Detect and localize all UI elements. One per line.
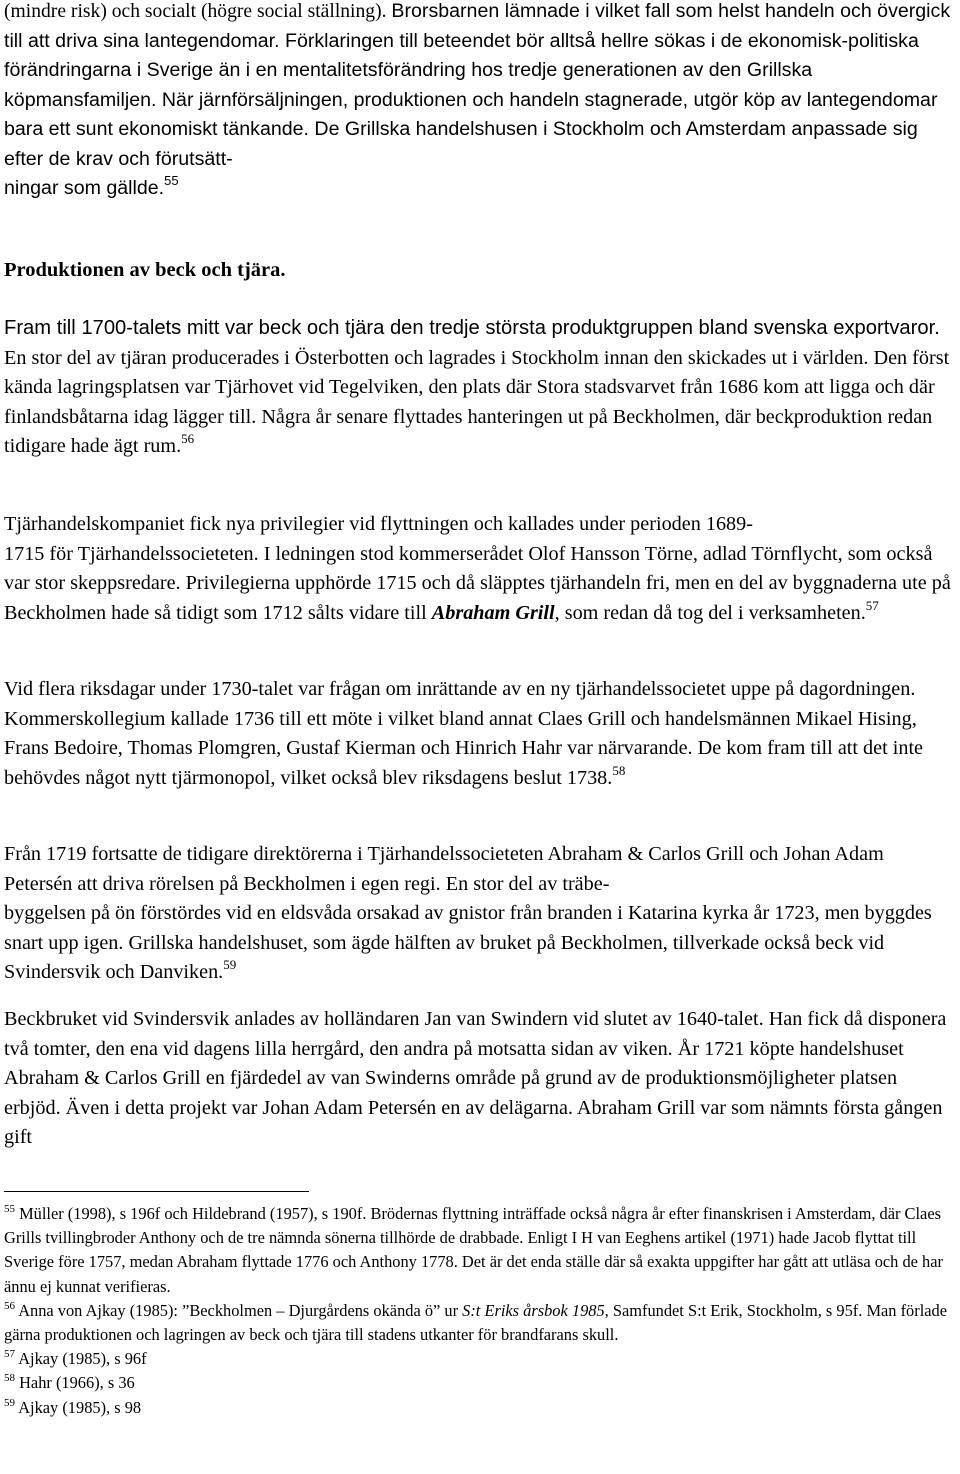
paragraph-tar-export [4, 314, 956, 462]
footnotes [4, 1202, 956, 1420]
footnote-57 [4, 1347, 956, 1371]
p2-sentence-3: Den först kända lagringsplatsen var Tjärhovet vid Tegelviken, den plats där Stora stadsvarvet från 1686 kom att ligga och där finlandsbåtarna idag lägger till. [4, 346, 950, 428]
paragraph-tar-company [4, 510, 956, 628]
p2-sentence-4: Några år senare flyttades hanteringen ut på Beckholmen, där beckproduktion redan tidigare hade ägt rum. [4, 405, 933, 457]
p6-sentence-3: Även i detta projekt var Johan Adam Petersén en av delägarna. [65, 1096, 577, 1119]
footnote-number-55: 55 [4, 1203, 15, 1215]
p6-sentence-2: År 1721 köpte handelshuset Abraham & Carlos Grill en fjärdedel av van Swinderns område på grund av de produktionsmöjligheter platsen erbjöd. [4, 1037, 904, 1119]
footnote-number-57: 57 [4, 1348, 15, 1361]
footnote-56 [4, 1299, 956, 1347]
p3-sentence-1: Tjärhandelskompaniet fick nya privilegier vid flyttningen och kallades under perioden 1689- 1715 för Tjärhandelssocieteten. [4, 513, 753, 565]
footnote-ref-56: 56 [181, 431, 195, 446]
footnote-59-text: Ajkay (1985), s 98 [15, 1397, 142, 1417]
footnote-57-text: Ajkay (1985), s 96f [15, 1349, 147, 1369]
footnote-55-citation: Müller (1998), s 196f och Hildebrand (1957), s 190f. [15, 1204, 371, 1223]
p5-sentence-1: Från 1719 fortsatte de tidigare direktörerna i Tjärhandelssocieteten Abraham & Carlos Grill och Johan Adam Petersén att driva rörelsen på Beckholmen i egen regi. [4, 843, 884, 895]
footnote-divider [4, 1191, 309, 1192]
footnote-55 [4, 1202, 956, 1299]
p4-sentence-2: Kommerskollegium kallade 1736 till ett möte i vilket bland annat Claes Grill och handelsmännen Mikael Hising, Frans Bedoire, Thomas Plomgren, Gustaf Kierman och Hinrich Hahr var närvarande. [4, 707, 917, 759]
section-heading: Produktionen av beck och tjära. [4, 259, 286, 281]
p4-sentence-3: De kom fram till att det inte behövdes något nytt tjärmonopol, vilket också blev riksdagens beslut 1738. [4, 737, 924, 789]
p5-sentence-3: Grillska handelshuset, som ägde hälften av bruket på Beckholmen, tillverkade också beck vid Svindersvik och Danviken. [4, 931, 885, 983]
p4-sentence-1: Vid flera riksdagar under 1730-talet var frågan om inrättande av en ny tjärhandelssocietet uppe på dagordningen. [4, 678, 916, 700]
p3-sentence-4: , som redan då tog del i verksamheten. [554, 601, 866, 624]
footnote-56-title: S:t Eriks årsbok 1985 [462, 1300, 605, 1320]
intro-serif-text: (mindre risk) och socialt (högre social ställning). [4, 1, 392, 22]
p2-sentence-2: En stor del av tjäran producerades i Österbotten och lagrades i Stockholm innan den skickades ut i världen. [4, 346, 874, 369]
intro-sans-text: Brorsbarnen lämnade i vilket fall som helst handeln och övergick till att driva sina lantegendomar. Förklaringen till beteendet bör alltså hellre sökas i de ekonomisk-politiska förändringarna i Sverige än i en mentalitetsförändring hos tredje generationen av den Grillska köpmansfamiljen. När järnförsäljningen, produktionen och handeln stagnerade, utgör köp av lantegendomar bara ett sunt ekonomiskt tänkande. De Grillska handelshusen i Stockholm och Amsterdam anpassade sig efter de krav och förutsätt- ningar som gällde. [4, 0, 951, 199]
p5-sentence-2: En stor del av träbe- byggelsen på ön förstördes vid en eldsvåda orsakad av gnistor från branden i Katarina kyrka år 1723, men byggdes snart upp igen. [4, 872, 932, 954]
p3-sentence-3: Privilegierna upphörde 1715 och då släpptes tjärhandeln fri, men en del av byggnaderna ute på Beckholmen hade så tidigt som 1712 sålts vidare till [4, 572, 951, 624]
footnote-number-56: 56 [4, 1299, 15, 1312]
footnote-ref-57: 57 [865, 597, 879, 613]
footnote-55-text: Brödernas flyttning inträffade också några år efter finanskrisen i Amsterdam, där Claes Grills tvillingbroder Anthony och de tre nämnda sönerna tillhörde de drabbade. Enligt I H van Eeghens artikel (1971) hade Jacob flyttat till Sverige före 1757, medan Abraham flyttade 1776 och Anthony 1778. Det är det enda ställe där så exakta uppgifter har gått att utläsa och de har ännu ej kunnat verifieras. [4, 1204, 943, 1296]
footnote-number-59: 59 [4, 1396, 15, 1409]
paragraph-svindersvik [4, 1005, 956, 1153]
p6-sentence-1: Beckbruket vid Svindersvik anlades av holländaren Jan van Swindern vid slutet av 1640-talet. Han fick då disponera två tomter, den ena vid dagens lilla herrgård, den andra på motsatta sidan av viken. [4, 1008, 947, 1060]
footnote-58-text: Hahr (1966), s 36 [15, 1373, 135, 1393]
footnote-number-58: 58 [4, 1372, 15, 1385]
footnote-59 [4, 1396, 956, 1420]
footnote-56-publisher: , Samfundet S:t Erik, Stockholm, s 95f. [604, 1300, 867, 1320]
footnote-ref-58: 58 [612, 762, 626, 778]
p3-sentence-2: I ledningen stod kommerserådet Olof Hansson Törne, adlad Törnflycht, som också var stor skeppsredare. [4, 542, 933, 594]
p2-sentence-1: Fram till 1700-talets mitt var beck och tjära den tredje största produktgruppen bland svenska exportvaror. [4, 317, 940, 339]
footnote-56-text: Man förlade gärna produktionen och lagringen av beck och tjära till stadens utkanter för brandfarans skull. [4, 1300, 948, 1345]
footnote-58 [4, 1371, 956, 1395]
intro-paragraph [4, 0, 956, 204]
paragraph-beckholmen [4, 840, 956, 988]
footnote-ref-55: 55 [164, 173, 179, 188]
footnote-56-citation: Anna von Ajkay (1985): ”Beckholmen – Djurgårdens okända ö” ur [15, 1300, 463, 1320]
footnote-ref-59: 59 [223, 957, 237, 972]
abraham-grill-name: Abraham Grill [431, 601, 555, 624]
paragraph-riksdagar [4, 675, 956, 793]
p6-sentence-4: Abraham Grill var som nämnts första gången gift [4, 1096, 943, 1148]
